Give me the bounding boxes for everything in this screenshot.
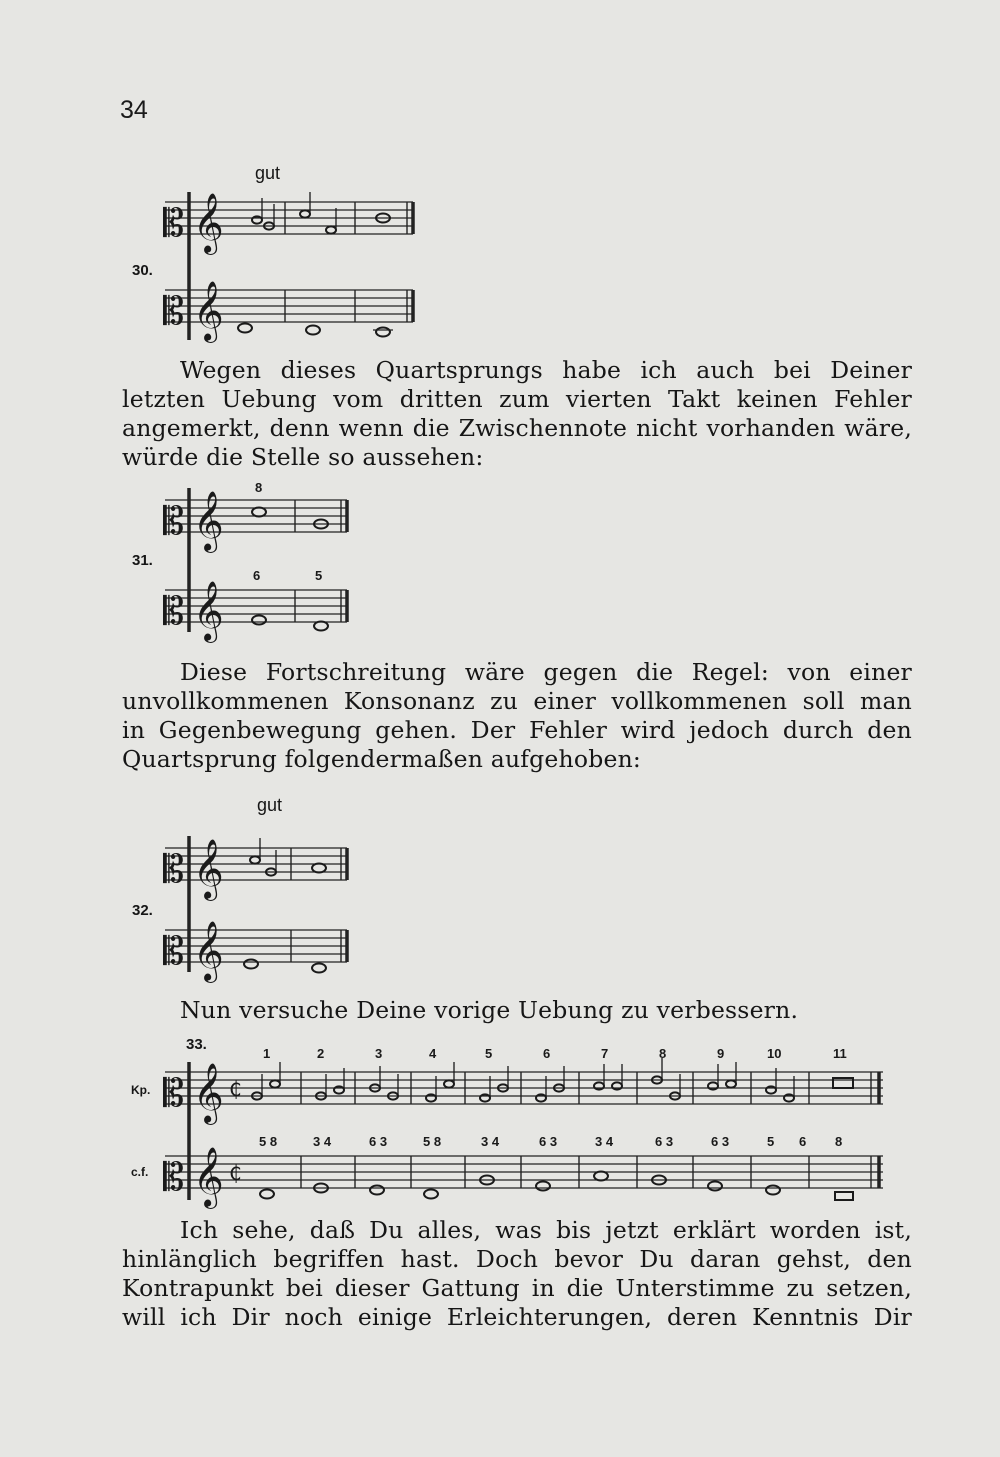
treble-clef-icon: 𝄞: [193, 281, 224, 341]
svg-text:6: 6: [799, 1134, 807, 1149]
half-note: [726, 1080, 736, 1087]
svg-text:10: 10: [767, 1046, 782, 1061]
svg-text:3 4: 3 4: [313, 1134, 332, 1149]
c-clef-icon: 𝄡: [163, 201, 185, 245]
svg-text:3 4: 3 4: [481, 1134, 500, 1149]
svg-text:5 8: 5 8: [423, 1134, 442, 1149]
whole-note: [536, 1182, 550, 1191]
half-note: [444, 1080, 454, 1087]
example-30-number: 30.: [132, 262, 153, 279]
c-clef-icon: 𝄡: [163, 589, 185, 633]
figure-label: 5: [315, 568, 323, 583]
paragraph-2: [122, 658, 912, 774]
treble-clef-icon: 𝄞: [193, 193, 224, 253]
c-clef-icon: 𝄡: [163, 1155, 185, 1199]
paragraph-3: [122, 996, 912, 1025]
breve-note: [835, 1192, 853, 1200]
whole-note: [370, 1186, 384, 1195]
svg-text:9: 9: [717, 1046, 725, 1061]
page-number: 34: [120, 96, 148, 124]
paragraph-line: Diese Fortschreitung wäre gegen die Regel: von einer: [180, 658, 912, 686]
whole-note: [766, 1186, 780, 1195]
music-example-30: [155, 190, 425, 350]
svg-text:6 3: 6 3: [369, 1134, 388, 1149]
paragraph-line: will ich Dir noch einige Erleichterungen, deren Kenntnis Dir: [122, 1303, 912, 1331]
c-clef-icon: 𝄡: [163, 289, 185, 333]
music-example-32: [155, 830, 355, 980]
paragraph-line: letzten Uebung vom dritten zum vierten Takt keinen Fehler: [122, 385, 912, 413]
svg-text:5: 5: [767, 1134, 775, 1149]
paragraph-line: Nun versuche Deine vorige Uebung zu verbessern.: [180, 996, 799, 1024]
measure-barlines: [301, 1072, 879, 1188]
cut-time-icon: ₵: [229, 1161, 242, 1185]
paragraph-line: angemerkt, denn wenn die Zwischennote nicht vorhanden wäre,: [122, 414, 912, 442]
svg-text:6 3: 6 3: [539, 1134, 558, 1149]
treble-clef-icon: 𝄞: [193, 839, 224, 899]
svg-text:6: 6: [543, 1046, 551, 1061]
whole-note: [594, 1172, 608, 1181]
svg-text:7: 7: [601, 1046, 609, 1061]
treble-clef-icon: 𝄞: [193, 581, 224, 641]
interval-figures: [259, 1134, 842, 1149]
paragraph-line: Quartsprung folgendermaßen aufgehoben:: [122, 745, 642, 773]
svg-text:8: 8: [835, 1134, 843, 1149]
cantus-firmus-notes: [260, 1172, 853, 1201]
paragraph-line: würde die Stelle so aussehen:: [122, 443, 484, 471]
c-clef-icon: 𝄡: [163, 1071, 185, 1115]
paragraph-line: Kontrapunkt bei dieser Gattung in die Unterstimme zu setzen,: [122, 1274, 912, 1302]
treble-clef-icon: 𝄞: [193, 491, 224, 551]
svg-text:6 3: 6 3: [711, 1134, 730, 1149]
svg-text:8: 8: [659, 1046, 667, 1061]
treble-clef-icon: 𝄞: [193, 1147, 224, 1207]
half-note: [270, 1080, 280, 1087]
paragraph-1: [122, 356, 912, 472]
music-example-33: [155, 1040, 890, 1210]
treble-clef-icon: 𝄞: [193, 921, 224, 981]
treble-clef-icon: 𝄞: [193, 1063, 224, 1123]
example-30-heading: gut: [255, 163, 281, 183]
svg-text:2: 2: [317, 1046, 325, 1061]
measure-numbers: [263, 1046, 847, 1061]
paragraph-line: Ich sehe, daß Du alles, was bis jetzt erklärt worden ist,: [180, 1216, 912, 1244]
whole-note: [260, 1190, 274, 1199]
voice-label-cf: c.f.: [131, 1165, 149, 1179]
figure-label: 6: [253, 568, 261, 583]
cut-time-icon: ₵: [229, 1077, 242, 1101]
svg-text:1: 1: [263, 1046, 271, 1061]
figure-label: 8: [255, 480, 263, 495]
c-clef-icon: 𝄡: [163, 499, 185, 543]
music-example-31: [155, 480, 355, 640]
voice-label-kp: Kp.: [131, 1083, 151, 1097]
svg-text:4: 4: [429, 1046, 437, 1061]
paragraph-line: in Gegenbewegung gehen. Der Fehler wird jedoch durch den: [122, 716, 912, 744]
paragraph-4: [122, 1216, 912, 1332]
svg-text:11: 11: [833, 1046, 847, 1061]
whole-note: [708, 1182, 722, 1191]
paragraph-line: unvollkommenen Konsonanz zu einer vollkommenen soll man: [122, 687, 912, 715]
whole-note: [424, 1190, 438, 1199]
example-32-number: 32.: [132, 902, 153, 919]
example-32-heading: gut: [257, 795, 283, 815]
svg-text:3 4: 3 4: [595, 1134, 614, 1149]
example-31-number: 31.: [132, 552, 153, 569]
paragraph-line: Wegen dieses Quartsprungs habe ich auch bei Deiner: [180, 356, 912, 384]
svg-text:5: 5: [485, 1046, 493, 1061]
c-clef-icon: 𝄡: [163, 847, 185, 891]
svg-text:3: 3: [375, 1046, 383, 1061]
svg-text:6 3: 6 3: [655, 1134, 674, 1149]
paragraph-line: hinlänglich begriffen hast. Doch bevor Du daran gehst, den: [122, 1245, 912, 1273]
example-33-number: 33.: [186, 1036, 207, 1053]
svg-text:5 8: 5 8: [259, 1134, 278, 1149]
c-clef-icon: 𝄡: [163, 929, 185, 973]
